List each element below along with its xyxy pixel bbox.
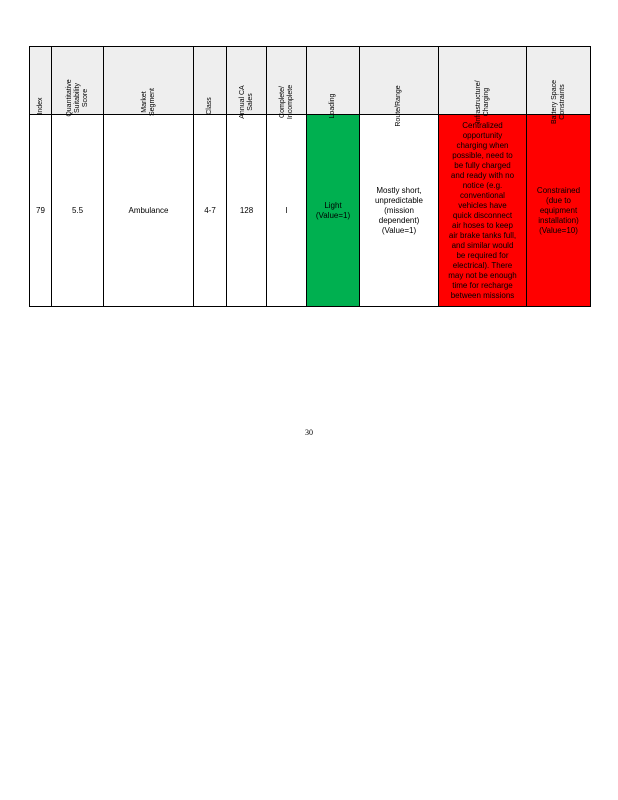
table-row: [30, 115, 591, 307]
header-index-label: Index: [36, 97, 44, 115]
cell-infrastructure: Centralized opportunity charging when possible, need to be fully charged and ready with no notice (e.g. conventional vehicles have quick disconnect air hoses to keep air brake tanks full, and similar would be required for electrical). There may not be enough time for recharge between missions: [439, 115, 527, 307]
cell-battery: Constrained (due to equipment installation) (Value=10): [527, 115, 591, 307]
header-route-label: Route/Range: [395, 85, 402, 127]
header-complete: [267, 47, 307, 120]
header-class: [194, 47, 227, 115]
header-sales-label: Annual CA Sales: [238, 85, 254, 119]
header-index: [30, 47, 52, 115]
header-loading-label: Loading: [329, 93, 336, 119]
cell-sales: 128: [227, 115, 267, 307]
cell-score: 5.5: [52, 115, 104, 307]
header-class-label: Class: [206, 97, 213, 115]
header-battery: [527, 47, 591, 124]
cell-route: Mostly short, unpredictable (mission dependent) (Value=1): [360, 115, 439, 307]
cell-index: 79: [30, 115, 52, 307]
header-score-label: Quantitative Suitability Score: [65, 79, 89, 117]
cell-complete: I: [267, 115, 307, 307]
cell-segment: Ambulance: [104, 115, 194, 307]
header-infrastructure-label: Infrastructure/ Charging: [474, 80, 490, 124]
header-sales: [227, 47, 267, 119]
header-route: [360, 47, 439, 127]
header-battery-label: Battery Space Constraints: [550, 80, 566, 124]
page-number: 30: [305, 428, 313, 437]
header-segment-label: Market Segment: [140, 87, 156, 117]
header-score: [52, 47, 104, 115]
header-segment: [104, 47, 194, 115]
cell-loading: Light (Value=1): [307, 115, 360, 307]
header-loading: [307, 47, 360, 119]
header-infrastructure: [439, 47, 527, 124]
data-table: [29, 46, 591, 307]
cell-class: 4-7: [194, 115, 227, 307]
header-row: [30, 47, 591, 115]
header-complete-label: Complete/ Incomplete: [278, 84, 294, 120]
